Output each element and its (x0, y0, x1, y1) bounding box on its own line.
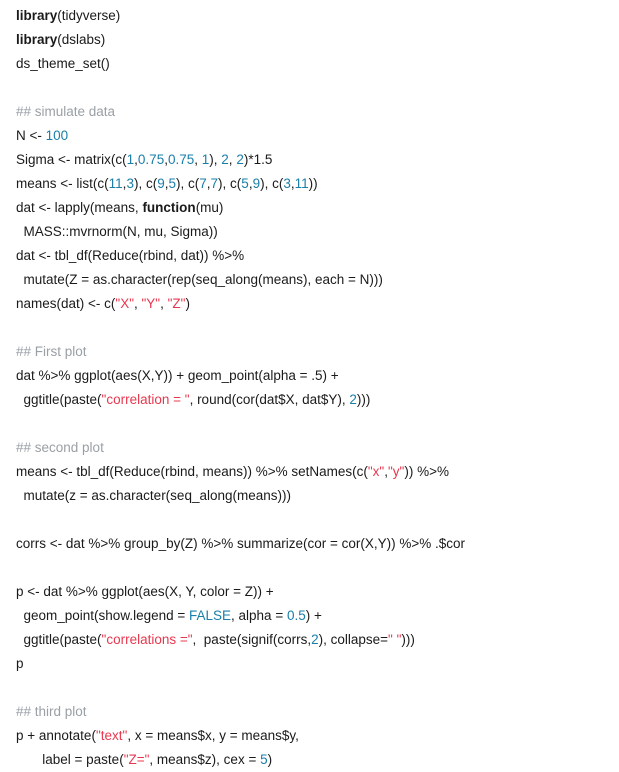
code-token-num: 2 (311, 632, 319, 647)
code-token-plain: ggtitle(paste( (16, 392, 102, 407)
code-token-cmt: ## First plot (16, 344, 87, 359)
code-token-plain: label = paste( (16, 752, 124, 767)
code-token-plain: names(dat) <- c( (16, 296, 116, 311)
code-token-plain: dat <- tbl_df(Reduce(rbind, dat)) %>% (16, 248, 245, 263)
code-token-plain: ) (185, 296, 190, 311)
code-blank-line (16, 316, 619, 340)
code-token-plain: , (248, 176, 253, 191)
code-token-plain: , (164, 152, 168, 167)
code-line (16, 460, 619, 484)
code-token-str: " " (388, 632, 402, 647)
code-token-plain: (tidyverse) (57, 8, 121, 23)
code-token-num: 3 (283, 176, 291, 191)
code-token-str: "Y" (141, 296, 161, 311)
code-comment-line (16, 340, 619, 364)
code-token-num: 5 (168, 176, 176, 191)
code-comment-line (16, 100, 619, 124)
code-token-plain: ))) (356, 392, 371, 407)
code-token-plain: , (384, 464, 388, 479)
code-token-plain: , alpha = (231, 608, 287, 623)
code-token-num: 0.75 (137, 152, 165, 167)
code-token-plain: means <- list(c( (16, 176, 109, 191)
code-line (16, 364, 619, 388)
code-token-num: 7 (210, 176, 219, 191)
code-line (16, 172, 619, 196)
code-token-plain: mutate(Z = as.character(rep(seq_along(means), each = N))) (16, 272, 383, 287)
code-line (16, 244, 619, 268)
code-token-num: 0.75 (167, 152, 195, 167)
code-token-plain: , (194, 152, 202, 167)
code-line (16, 196, 619, 220)
code-token-num: 1 (126, 152, 135, 167)
code-token-num: 2 (349, 392, 357, 407)
code-token-plain: , (206, 176, 211, 191)
code-token-str: "Z=" (123, 752, 150, 767)
code-token-num: 11 (294, 176, 309, 191)
code-comment-line (16, 436, 619, 460)
code-token-num: 5 (241, 176, 249, 191)
code-token-plain: , (160, 296, 168, 311)
code-blank-line (16, 76, 619, 100)
code-token-plain: p <- dat %>% ggplot(aes(X, Y, color = Z)) + (16, 584, 274, 599)
code-token-plain: ggtitle(paste( (16, 632, 102, 647)
code-token-str: "text" (95, 728, 128, 743)
code-token-plain: dat <- lapply(means, (16, 200, 143, 215)
code-token-plain: Sigma <- matrix(c( (16, 152, 127, 167)
code-line (16, 652, 619, 676)
code-comment-line (16, 700, 619, 724)
code-token-str: "X" (115, 296, 134, 311)
code-blank-line (16, 508, 619, 532)
code-token-str: "correlation = " (101, 392, 190, 407)
code-line (16, 748, 619, 772)
code-token-plain: (mu) (195, 200, 224, 215)
code-line (16, 220, 619, 244)
code-token-const: FALSE (189, 608, 232, 623)
code-line (16, 484, 619, 508)
code-token-num: 9 (252, 176, 261, 191)
code-token-plain: corrs <- dat %>% group_by(Z) %>% summarize(cor = cor(X,Y)) %>% .$cor (16, 536, 466, 551)
code-token-kw: function (142, 200, 196, 215)
code-token-plain: mutate(z = as.character(seq_along(means))) (16, 488, 291, 503)
code-line (16, 4, 619, 28)
code-token-plain: , paste(signif(corrs, (192, 632, 312, 647)
code-blank-line (16, 676, 619, 700)
code-token-plain: means <- tbl_df(Reduce(rbind, means)) %>% setNames(c( (16, 464, 368, 479)
code-line (16, 388, 619, 412)
code-token-plain: , (134, 296, 142, 311)
code-token-plain: p + annotate( (16, 728, 96, 743)
code-token-kw: library (16, 8, 58, 23)
code-line (16, 628, 619, 652)
code-token-plain: , (122, 176, 127, 191)
code-token-num: 9 (157, 176, 165, 191)
code-line (16, 28, 619, 52)
code-token-plain: ) (267, 752, 273, 767)
code-token-num: 1 (201, 152, 210, 167)
code-token-cmt: ## second plot (16, 440, 104, 455)
code-line (16, 148, 619, 172)
code-token-plain: ds_theme_set() (16, 56, 110, 71)
code-token-str: "y" (388, 464, 405, 479)
code-token-num: 2 (236, 152, 244, 167)
code-token-plain: )*1.5 (243, 152, 273, 167)
code-token-plain: ), c( (176, 176, 200, 191)
code-line (16, 580, 619, 604)
code-token-plain: ), c( (260, 176, 284, 191)
code-token-plain: )) (308, 176, 318, 191)
code-token-plain: , (134, 152, 138, 167)
code-line (16, 724, 619, 748)
code-token-plain: ), (209, 152, 222, 167)
code-token-plain: N <- (16, 128, 46, 143)
code-token-plain: , means$z), cex = (149, 752, 261, 767)
code-token-kw: library (16, 32, 58, 47)
code-token-plain: ) + (305, 608, 322, 623)
code-line (16, 292, 619, 316)
code-token-plain: )) %>% (404, 464, 449, 479)
code-token-plain: , x = means$x, y = means$y, (127, 728, 299, 743)
code-token-num: 100 (45, 128, 69, 143)
code-token-num: 3 (126, 176, 134, 191)
code-token-cmt: ## simulate data (16, 104, 116, 119)
code-token-plain: , (164, 176, 169, 191)
code-token-plain: dat %>% ggplot(aes(X,Y)) + geom_point(alpha = .5) + (16, 368, 339, 383)
code-blank-line (16, 412, 619, 436)
code-token-num: 2 (221, 152, 229, 167)
code-token-str: "x" (367, 464, 385, 479)
code-token-plain: , round(cor(dat$X, dat$Y), (189, 392, 350, 407)
code-token-plain: ), c( (133, 176, 158, 191)
code-token-plain: p (16, 656, 24, 671)
code-token-cmt: ## third plot (16, 704, 87, 719)
code-blank-line (16, 556, 619, 580)
code-token-str: "Z" (167, 296, 186, 311)
code-line (16, 604, 619, 628)
code-token-num: 7 (199, 176, 207, 191)
code-token-num: 11 (108, 176, 123, 191)
code-line (16, 268, 619, 292)
code-line (16, 532, 619, 556)
code-line (16, 124, 619, 148)
code-line (16, 52, 619, 76)
code-token-plain: geom_point(show.legend = (16, 608, 189, 623)
code-token-plain: ), collapse= (318, 632, 389, 647)
code-token-plain: ))) (401, 632, 415, 647)
code-token-num: 5 (260, 752, 268, 767)
code-token-str: "correlations =" (101, 632, 193, 647)
code-token-plain: (dslabs) (57, 32, 106, 47)
code-token-plain: , (290, 176, 295, 191)
code-token-plain: ), c( (218, 176, 242, 191)
code-token-num: 0.5 (286, 608, 306, 623)
code-token-plain: , (228, 152, 237, 167)
code-token-plain: MASS::mvrnorm(N, mu, Sigma)) (16, 224, 218, 239)
